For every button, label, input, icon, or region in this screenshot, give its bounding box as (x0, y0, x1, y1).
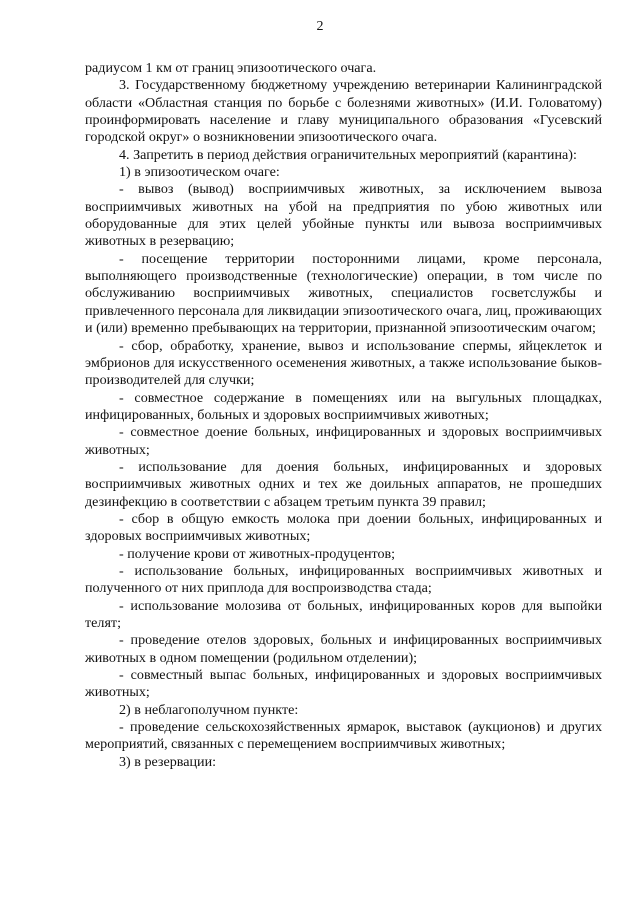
list-item: - совместный выпас больных, инфицированных и здоровых восприимчивых животных; (85, 667, 602, 701)
subitem-unfavorable-point: 2) в неблагополучном пункте: (119, 701, 299, 718)
document-body (85, 60, 602, 771)
page-number: 2 (316, 19, 324, 34)
list-item: - совместное доение больных, инфицированных и здоровых восприимчивых животных; (85, 424, 602, 458)
list-item: - вывоз (вывод) восприимчивых животных, за исключением вывоза восприимчивых животных на убой на предприятия по убою животных или оборудованные для этих целей убойные пункты или вывоза восприимчивых животных в резервацию; (85, 181, 602, 250)
list-item: - сбор, обработку, хранение, вывоз и использование спермы, яйцеклеток и эмбрионов для искусственного осеменения животных, а также использование быков-производителей для случки; (85, 337, 602, 389)
list-item: - использование больных, инфицированных восприимчивых животных и полученного от них приплода для воспроизводства стада; (85, 562, 602, 597)
list-item: - проведение сельскохозяйственных ярмарок, выставок (аукционов) и других мероприятий, связанных с перемещением восприимчивых животных; (85, 719, 602, 753)
paragraph-continuation: радиусом 1 км от границ эпизоотического очага. (85, 60, 377, 76)
paragraph-item-3: 3. Государственному бюджетному учреждению ветеринарии Калининградской области «Областная станция по борьбе с болезнями животных» (И.И. Головатому) проинформировать население и главу муниципального образования «Гусевский городской округ» о возникновении эпизоотического очага. (85, 77, 602, 146)
list-item: - использование для доения больных, инфицированных и здоровых восприимчивых животных одних и тех же доильных аппаратов, не прошедших дезинфекцию в соответствии с абзацем третьим пункта 39 правил; (85, 458, 602, 510)
subitem-reservation: 3) в резервации: (119, 753, 217, 770)
list-item: - совместное содержание в помещениях или на выгульных площадках, инфицированных, больных и здоровых восприимчивых животных; (85, 389, 602, 423)
list-item: - сбор в общую емкость молока при доении больных, инфицированных и здоровых восприимчивых животных; (85, 510, 602, 545)
list-item: - посещение территории посторонними лицами, кроме персонала, выполняющего производственные (технологические) операции, в том числе по обслуживанию восприимчивых животных, специалистов госветслужбы и привлеченного персонала для ликвидации эпизоотического очага, лиц, проживающих и (или) временно пребывающих на территории, признанной эпизоотическим очагом; (85, 250, 602, 337)
list-item: - использование молозива от больных, инфицированных коров для выпойки телят; (85, 597, 602, 631)
list-item: - получение крови от животных-продуцентов; (119, 545, 396, 562)
list-item: - проведение отелов здоровых, больных и инфицированных восприимчивых животных в одном помещении (родильном отделении); (85, 632, 602, 666)
paragraph-item-4: 4. Запретить в период действия ограничительных мероприятий (карантина): (119, 146, 577, 163)
subitem-epizootic-focus: 1) в эпизоотическом очаге: (119, 164, 280, 181)
